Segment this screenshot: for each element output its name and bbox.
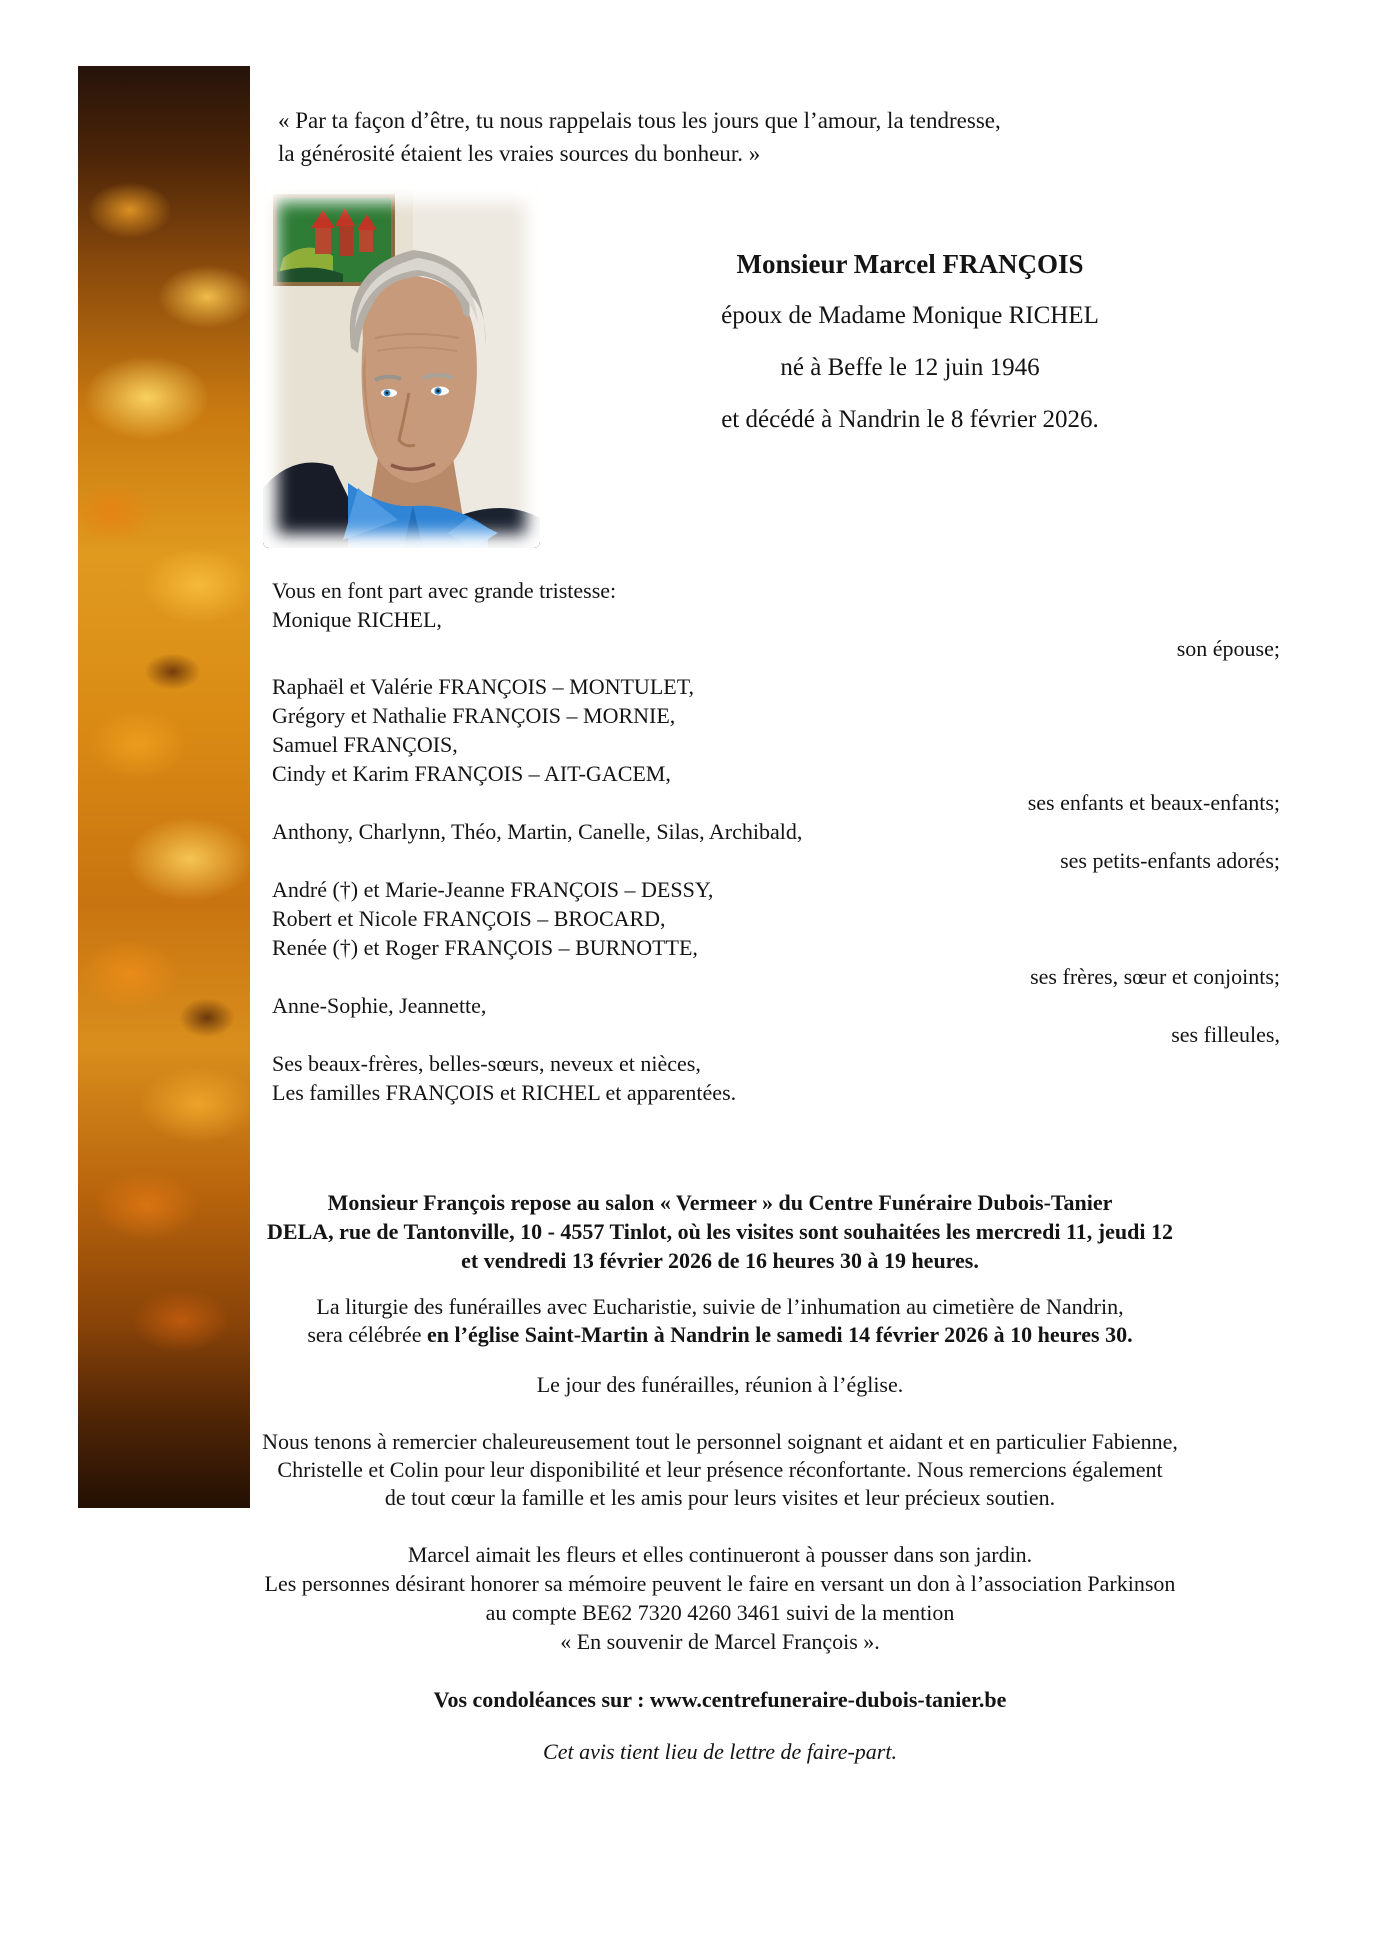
blue-shirt (348, 483, 488, 548)
wake-line-1: Monsieur François repose au salon « Vermeer » du Centre Funéraire Dubois-Tanier (327, 1190, 1113, 1215)
family-line: Monique RICHEL, (272, 607, 442, 632)
relation-label: son épouse; (1176, 636, 1280, 661)
wall-painting (273, 194, 395, 286)
family-line: Samuel FRANÇOIS, (272, 732, 458, 757)
liturgy-line-1: La liturgie des funérailles avec Eucharistie, suivie de l’inhumation au cimetière de Nandrin, (316, 1294, 1124, 1319)
family-line: Raphaël et Valérie FRANÇOIS – MONTULET, (272, 674, 695, 699)
birth-line: né à Beffe le 12 juin 1946 (780, 354, 1040, 381)
face (362, 276, 477, 483)
liturgy-paragraph (250, 1293, 1190, 1349)
legal-notice-text: Cet avis tient lieu de lettre de faire-part. (543, 1739, 897, 1764)
memorial-line-1: Marcel aimait les fleurs et elles continueront à pousser dans son jardin. (407, 1542, 1033, 1567)
family-line: Grégory et Nathalie FRANÇOIS – MORNIE, (272, 703, 676, 728)
family-line: Robert et Nicole FRANÇOIS – BROCARD, (272, 906, 666, 931)
thanks-line-2: Christelle et Colin pour leur disponibilité et leur présence réconfortante. Nous remercions également (277, 1457, 1163, 1482)
death-line: et décédé à Nandrin le 8 février 2026. (721, 406, 1099, 433)
wake-line-3: et vendredi 13 février 2026 de 16 heures 30 à 19 heures. (461, 1248, 979, 1273)
memorial-line-3: au compte BE62 7320 4260 3461 suivi de la mention (485, 1600, 955, 1625)
quote-line-2: la générosité étaient les vraies sources du bonheur. » (278, 141, 761, 166)
meeting-line (250, 1371, 1190, 1399)
condolences-text: Vos condoléances sur : www.centrefuneraire-dubois-tanier.be (433, 1687, 1007, 1712)
family-line: Anthony, Charlynn, Théo, Martin, Canelle, Silas, Archibald, (272, 819, 803, 844)
relation-label: ses filleules, (1171, 1022, 1280, 1047)
relation-label: ses enfants et beaux-enfants; (1027, 790, 1280, 815)
quote-line-1: « Par ta façon d’être, tu nous rappelais tous les jours que l’amour, la tendresse, (278, 108, 1001, 133)
memorial-paragraph (250, 1540, 1190, 1656)
condolences-line (250, 1686, 1190, 1714)
family-line: Cindy et Karim FRANÇOIS – AIT-GACEM, (272, 761, 671, 786)
deceased-title-block (540, 238, 1280, 446)
memorial-line-4: « En souvenir de Marcel François ». (560, 1629, 880, 1654)
memorial-line-2: Les personnes désirant honorer sa mémoire peuvent le faire en versant un don à l’association Parkinson (264, 1571, 1176, 1596)
liturgy-line-2-bold: en l’église Saint-Martin à Nandrin le samedi 14 février 2026 à 10 heures 30. (427, 1322, 1133, 1347)
man-portrait (263, 250, 540, 548)
wake-paragraph (250, 1188, 1190, 1275)
liturgy-line-2-normal: sera célébrée (307, 1322, 428, 1347)
family-line: André (†) et Marie-Jeanne FRANÇOIS – DESSY, (272, 877, 714, 902)
family-list (272, 576, 1280, 1107)
thanks-paragraph (250, 1428, 1190, 1512)
thanks-line-1: Nous tenons à remercier chaleureusement tout le personnel soignant et aidant et en particulier Fabienne, (262, 1429, 1178, 1454)
thanks-line-3: de tout cœur la famille et les amis pour leurs visites et leur précieux soutien. (384, 1485, 1056, 1510)
legal-notice-line (250, 1738, 1190, 1766)
liturgy-line-2 (250, 1321, 1190, 1349)
family-line: Les familles FRANÇOIS et RICHEL et apparentées. (272, 1080, 737, 1105)
family-line: Renée (†) et Roger FRANÇOIS – BURNOTTE, (272, 935, 698, 960)
autumn-foliage-image (78, 66, 250, 1508)
relation-label: ses frères, sœur et conjoints; (1030, 964, 1280, 989)
spouse-line: époux de Madame Monique RICHEL (721, 302, 1099, 329)
deceased-name: Monsieur Marcel FRANÇOIS (736, 249, 1084, 279)
meeting-text: Le jour des funérailles, réunion à l’église. (536, 1372, 904, 1397)
wake-line-2: DELA, rue de Tantonville, 10 - 4557 Tinlot, où les visites sont souhaitées les mercredi 11, jeudi 12 (267, 1219, 1173, 1244)
relation-label: ses petits-enfants adorés; (1060, 848, 1280, 873)
family-intro: Vous en font part avec grande tristesse: (272, 578, 617, 603)
opening-quote (278, 104, 1001, 170)
family-line: Anne-Sophie, Jeannette, (272, 993, 487, 1018)
grey-hair (350, 250, 486, 353)
portrait-photo (263, 188, 540, 548)
family-line: Ses beaux-frères, belles-sœurs, neveux et nièces, (272, 1051, 701, 1076)
